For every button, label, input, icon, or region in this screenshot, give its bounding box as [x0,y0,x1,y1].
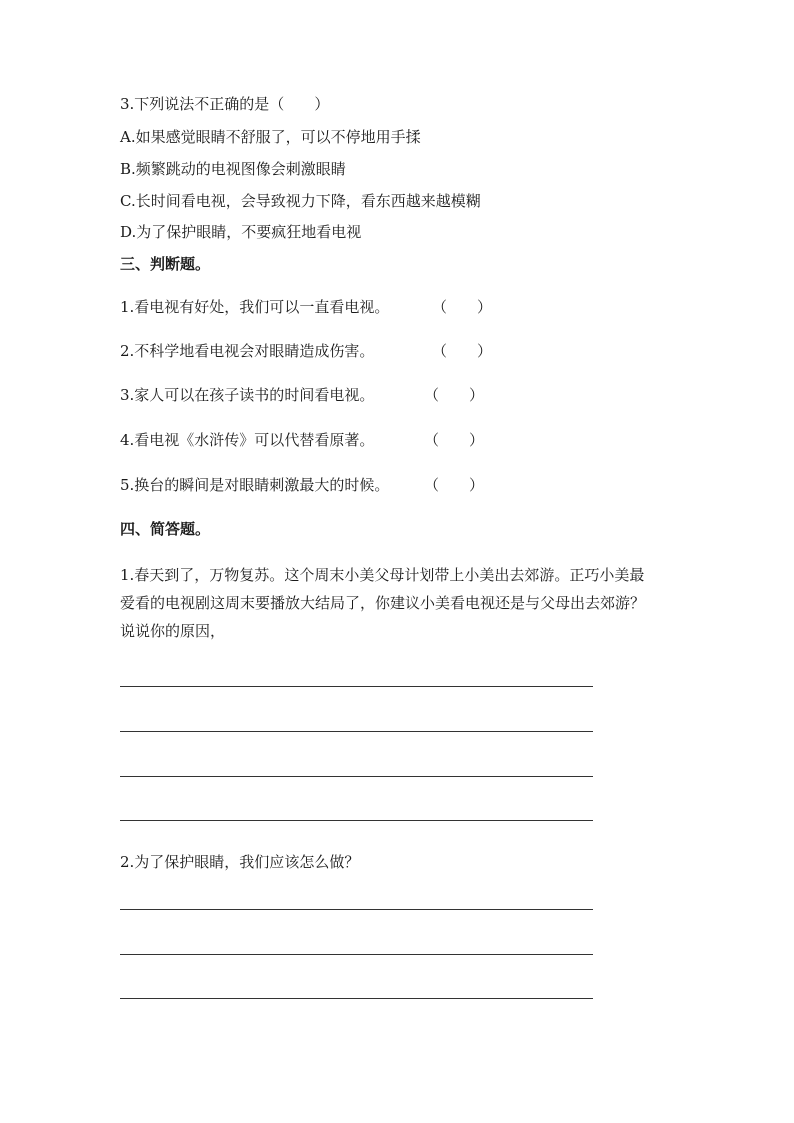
tf-item-3: 3.家人可以在孩子读书的时间看电视。 [120,386,375,404]
sa-q1-answer-line-4[interactable] [120,820,593,821]
tf-item-1: 1.看电视有好处，我们可以一直看电视。 [120,298,390,316]
sa-q1-answer-line-2[interactable] [120,731,593,732]
q3-option-c: C.长时间看电视，会导致视力下降，看东西越来越模糊 [120,192,481,210]
section3-title: 三、判断题。 [120,255,211,273]
sa-q1-line-1: 1.春天到了，万物复苏。这个周末小美父母计划带上小美出去郊游。正巧小美最 [120,566,645,584]
tf-item-3-paren: （ ） [424,386,485,404]
tf-item-4-paren: （ ） [424,431,485,449]
tf-item-5-paren: （ ） [424,476,485,494]
tf-item-2-paren: （ ） [432,342,493,360]
sa-q1-answer-line-1[interactable] [120,686,593,687]
sa-q1-text [120,561,680,645]
q3-question: 3.下列说法不正确的是（ ） [120,95,330,113]
tf-item-1-paren: （ ） [432,298,493,316]
sa-q2-answer-line-3[interactable] [120,998,593,999]
sa-q1-line-3: 说说你的原因， [120,622,226,640]
sa-q1-answer-line-3[interactable] [120,776,593,777]
tf-item-5: 5.换台的瞬间是对眼睛刺激最大的时候。 [120,476,390,494]
sa-q2-text: 2.为了保护眼睛，我们应该怎么做？ [120,853,360,871]
section4-title: 四、简答题。 [120,520,211,538]
q3-option-d: D.为了保护眼睛，不要疯狂地看电视 [120,223,362,241]
sa-q2-answer-line-2[interactable] [120,954,593,955]
sa-q1-line-2: 爱看的电视剧这周末要播放大结局了，你建议小美看电视还是与父母出去郊游？ [120,594,646,612]
q3-option-b: B.频繁跳动的电视图像会刺激眼睛 [120,160,346,178]
q3-option-a: A.如果感觉眼睛不舒服了，可以不停地用手揉 [120,128,421,146]
sa-q2-answer-line-1[interactable] [120,909,593,910]
tf-item-4: 4.看电视《水浒传》可以代替看原著。 [120,431,375,449]
tf-item-2: 2.不科学地看电视会对眼睛造成伤害。 [120,342,375,360]
